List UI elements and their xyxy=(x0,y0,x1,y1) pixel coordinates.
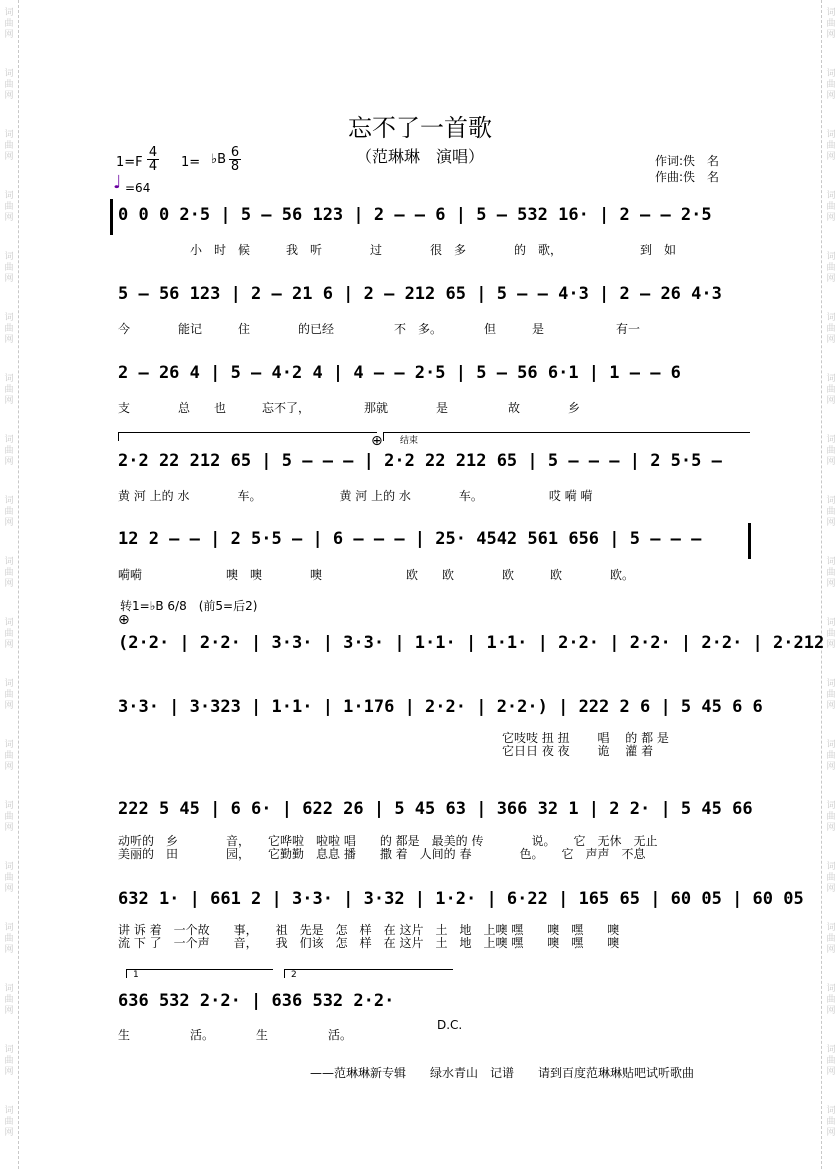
lyricist: 作词:佚 名 xyxy=(655,154,720,168)
time-signature-2 xyxy=(229,146,241,173)
watermark-text: 词 曲 网 xyxy=(826,496,836,528)
score-row-5 xyxy=(118,523,750,559)
score-row-9 xyxy=(118,883,804,919)
modulation: 转1=♭B 6/8 (前5=后2) xyxy=(120,599,258,613)
watermark-text: 词 曲 网 xyxy=(4,1106,14,1138)
watermark-text: 词 曲 网 xyxy=(826,313,836,345)
watermark-text: 词 曲 网 xyxy=(826,557,836,589)
score-row-4 xyxy=(118,445,750,481)
watermark-text: 词 曲 网 xyxy=(826,1045,836,1077)
row2-lyrics: 今 能记 住 的已经 不 多。 但 是 有一 xyxy=(118,322,641,336)
row10-lyrics: 生 活。 生 活。 xyxy=(118,1028,353,1042)
time1-num: 4 xyxy=(148,145,158,160)
watermark-text: 词 曲 网 xyxy=(4,130,14,162)
watermark-text: 词 曲 网 xyxy=(4,984,14,1016)
watermark-text: 词 曲 网 xyxy=(4,740,14,772)
key-note-2: ♭B xyxy=(211,152,227,167)
row8-notes: 222 5 45 | 6 6· | 622 26 | 5 45 63 | 366 32 1 | 2 2· | 5 45 66 xyxy=(118,799,753,819)
row7-lyrics: 它吱吱 扭 扭 唱 的 都 是 它日日 夜 夜 诡 灌 着 xyxy=(502,731,669,758)
coda-icon: ⊕ xyxy=(371,433,383,449)
score-row-6 xyxy=(118,627,825,663)
row5-lyrics: 嗬嗬 噢 噢 噢 欧 欧 欧 欧 欧。 xyxy=(118,568,635,582)
watermark-text: 词 曲 网 xyxy=(4,374,14,406)
watermark-text: 词 曲 网 xyxy=(826,862,836,894)
song-subtitle: （范琳琳 演唱） xyxy=(355,147,484,166)
watermark-text: 词 曲 网 xyxy=(826,8,836,40)
row7-notes: 3·3· | 3·323 | 1·1· | 1·176 | 2·2· | 2·2·) | 222 2 6 | 5 45 6 6 xyxy=(118,697,763,717)
composer: 作曲:佚 名 xyxy=(655,170,720,184)
watermark-text: 词 曲 网 xyxy=(826,191,836,223)
watermark-text: 词 曲 网 xyxy=(4,8,14,40)
score-row-1 xyxy=(118,199,750,235)
watermark-text: 词 曲 网 xyxy=(826,435,836,467)
watermark-text: 词 曲 网 xyxy=(4,801,14,833)
row6-notes: (2·2· | 2·2· | 3·3· | 3·3· | 1·1· | 1·1· | 2·2· | 2·2· | 2·2· | 2·212 xyxy=(118,633,825,653)
watermark-text: 词 曲 网 xyxy=(826,69,836,101)
watermark-text: 词 曲 网 xyxy=(4,69,14,101)
watermark-text: 词 曲 网 xyxy=(4,191,14,223)
watermark-text: 词 曲 网 xyxy=(4,862,14,894)
credits xyxy=(655,153,719,185)
row3-lyrics: 支 总 也 忘不了， 那就 是 故 乡 xyxy=(118,401,581,415)
row8-lyrics: 动听的 乡 音， 它哗啦 啦啦 唱 的 都是 最美的 传 说。 它 无休 无止 美丽的 田 园， 它勤勤 息息 播 撒 着 人间的 春 色。 它 声声 不息 xyxy=(118,834,658,861)
dc-marker: D.C. xyxy=(437,1018,463,1032)
watermark-text: 词 曲 网 xyxy=(826,252,836,284)
watermark-text: 词 曲 网 xyxy=(826,801,836,833)
row4-lyrics: 黄 河 上的 水 车。 黄 河 上的 水 车。 哎 嗬 嗬 xyxy=(118,489,593,503)
score-row-3 xyxy=(118,357,750,393)
row1-lyrics: 小 时 候 我 听 过 很 多 的 歌， 到 如 xyxy=(118,243,677,257)
row3-notes: 2 – 26 4 | 5 – 4·2 4 | 4 – – 2·5 | 5 – 56 6·1 | 1 – – 6 xyxy=(118,363,681,383)
time-signature-1 xyxy=(147,146,159,173)
volta-ending-1 xyxy=(126,969,273,978)
row1-notes: 0 0 0 2·5 | 5 – 56 123 | 2 – – 6 | 5 – 532 16· | 2 – – 2·5 xyxy=(118,205,712,225)
score-row-2 xyxy=(118,278,750,314)
watermark-text: 词 曲 网 xyxy=(826,130,836,162)
coda-icon-2: ⊕ xyxy=(118,612,130,628)
watermark-text: 词 曲 网 xyxy=(4,923,14,955)
watermark-text: 词 曲 网 xyxy=(826,740,836,772)
watermark-text: 词 曲 网 xyxy=(826,923,836,955)
watermark-text: 词 曲 网 xyxy=(826,984,836,1016)
volta-1 xyxy=(118,432,377,441)
watermark-text: 词 曲 网 xyxy=(826,679,836,711)
watermark-text: 词 曲 网 xyxy=(4,252,14,284)
watermark-text: 词 曲 网 xyxy=(4,618,14,650)
time1-den: 4 xyxy=(148,159,158,174)
time2-den: 8 xyxy=(230,159,240,174)
volta-one-label: 1 xyxy=(133,970,139,980)
watermark-text: 词 曲 网 xyxy=(826,618,836,650)
watermark-text: 词 曲 网 xyxy=(4,1045,14,1077)
watermark-text: 词 曲 网 xyxy=(4,557,14,589)
final-bar-icon xyxy=(748,523,751,559)
score-row-7 xyxy=(118,691,763,727)
volta-end xyxy=(383,432,750,446)
quarter-note-icon: ♩ xyxy=(113,172,122,193)
time2-num: 6 xyxy=(230,145,240,160)
score-row-10 xyxy=(118,985,750,1021)
row5-notes: 12 2 – – | 2 5·5 – | 6 – – – | 25· 4542 561 656 | 5 – – – xyxy=(118,529,702,549)
watermark-text: 词 曲 网 xyxy=(826,374,836,406)
volta-ending-2 xyxy=(284,969,453,978)
tempo: =64 xyxy=(125,181,151,195)
row10-notes: 636 532 2·2· | 636 532 2·2· xyxy=(118,991,395,1011)
watermark-text: 词 曲 网 xyxy=(4,313,14,345)
volta-two-label: 2 xyxy=(291,970,297,980)
watermark-text: 词 曲 网 xyxy=(4,435,14,467)
song-title: 忘不了一首歌 xyxy=(348,114,492,142)
row9-lyrics: 讲 诉 着 一个故 事， 祖 先是 怎 样 在 这片 土 地 上噢 嘿 噢 嘿 噢 流 下 了 一个声 音， 我 们该 怎 样 在 这片 土 地 上噢 嘿 噢 嘿 噢 xyxy=(118,923,620,950)
row9-notes: 632 1· | 661 2 | 3·3· | 3·32 | 1·2· | 6·22 | 165 65 | 60 05 | 60 05 xyxy=(118,889,804,909)
watermark-text: 词 曲 网 xyxy=(4,679,14,711)
watermark-text: 词 曲 网 xyxy=(826,1106,836,1138)
footer-note: ——范琳琳新专辑 绿水青山 记谱 请到百度范琳琳贴吧试听歌曲 xyxy=(310,1066,695,1080)
score-row-8 xyxy=(118,793,753,829)
row4-notes: 2·2 22 212 65 | 5 – – – | 2·2 22 212 65 | 5 – – – | 2 5·5 – xyxy=(118,451,722,471)
key-signature-1: 1=F xyxy=(116,155,143,170)
row2-notes: 5 – 56 123 | 2 – 21 6 | 2 – 212 65 | 5 – – 4·3 | 2 – 26 4·3 xyxy=(118,284,722,304)
repeat-start-icon xyxy=(110,199,113,235)
watermark-text: 词 曲 网 xyxy=(4,496,14,528)
volta-end-label: 结束 xyxy=(400,436,419,446)
key-signature-2: 1= xyxy=(181,155,201,170)
